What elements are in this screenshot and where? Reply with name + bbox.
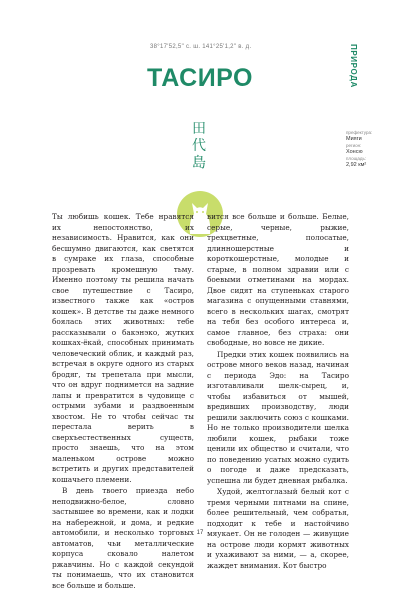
paragraph: вится все больше и больше. Белые, серые, черные, рыжие, трехцветные, полосатые, длинношерстные и короткошерстные, молодые и старые, в полном здравии или с боевыми отметинами на мордах. Двое сидят на ступеньках старого магазина с опущенными ставнями, всего в нескольких шагах, смотрят на тебя без особого интереса и, самое главное, без страха: они свободные, но вовсе не дикие. <box>207 212 349 347</box>
page-number: 17 <box>196 530 204 536</box>
text-column-right <box>207 212 349 571</box>
page-title: ТАСИРО <box>147 64 253 92</box>
kanji-title <box>191 121 207 172</box>
area-value: 2,92 км² <box>346 162 367 168</box>
kanji-char: 田 <box>192 121 206 137</box>
paragraph: В день твоего приезда небо неподвижно-белое, словно застывшее во времени, как и лодки на набережной, и дома, и редкие автомобили, и несколько торговых автоматов, чьи металлические корпуса сковало налетом ржавчины. Но с каждой секундой ты понимаешь, что их становится все больше и больше. <box>52 486 194 590</box>
prefecture-value: Мияги <box>346 136 362 142</box>
paragraph: Худой, желтоглазый белый кот с тремя черными пятнами на спине, более решительный, чем собратья, подходит к тебе и настойчиво мяукает. Он не голоден — живущие на острове люди кормят животных и ухаживают за ними, — а, скорее, жаждет внимания. Кот быстро <box>207 487 349 570</box>
prefecture-label: префектура: <box>346 130 373 135</box>
kanji-char: 島 <box>192 155 206 171</box>
section-label: ПРИРОДА <box>349 44 358 88</box>
area-label: площадь: <box>346 156 367 161</box>
region-value: Хонсю <box>346 149 363 155</box>
island-facts <box>346 130 390 169</box>
coordinates: 38°17'52,5" с. ш. 141°25'1,2" в. д. <box>150 44 252 50</box>
paragraph: Предки этих кошек появились на острове много веков назад, начиная с периода Эдо: на Тасиро изготавливали шелк-сырец, и, чтобы избавиться от мышей, вредивших производству, люди решили заключить союз с кошками. Но не только производители шелка любили кошек, рыбаки тоже ценили их общество и считали, что по поведению усатых можно судить о погоде и даже предсказать, успешна ли будет дневная рыбалка. <box>207 349 349 485</box>
paragraph: Ты любишь кошек. Тебе нравятся их непостоянство, их независимость. Нравится, как они бесшумно двигаются, как светятся в сумраке их глаза, способные прозревать кромешную тьму. Именно поэтому ты решила начать свое путешествие с Тасиро, известного также как «остров кошек». В детстве ты даже немного боялась этих животных: тебе рассказывали о бакэнэко, жутких кошках-ёкай, способных принимать человеческий облик, и каждый раз, встречая в округе одного из старых бродяг, ты трепетала при мысли, что он вдруг поднимется на задние лапы и превратится в чудовище с острыми зубами и раздвоенным хвостом. Не то чтобы сейчас ты перестала верить в сверхъестественных существ, просто знаешь, что на этом маленьком острове можно встретить и других представителей кошачьего племени. <box>52 212 194 484</box>
region-label: регион: <box>346 143 362 148</box>
kanji-char: 代 <box>192 138 206 154</box>
